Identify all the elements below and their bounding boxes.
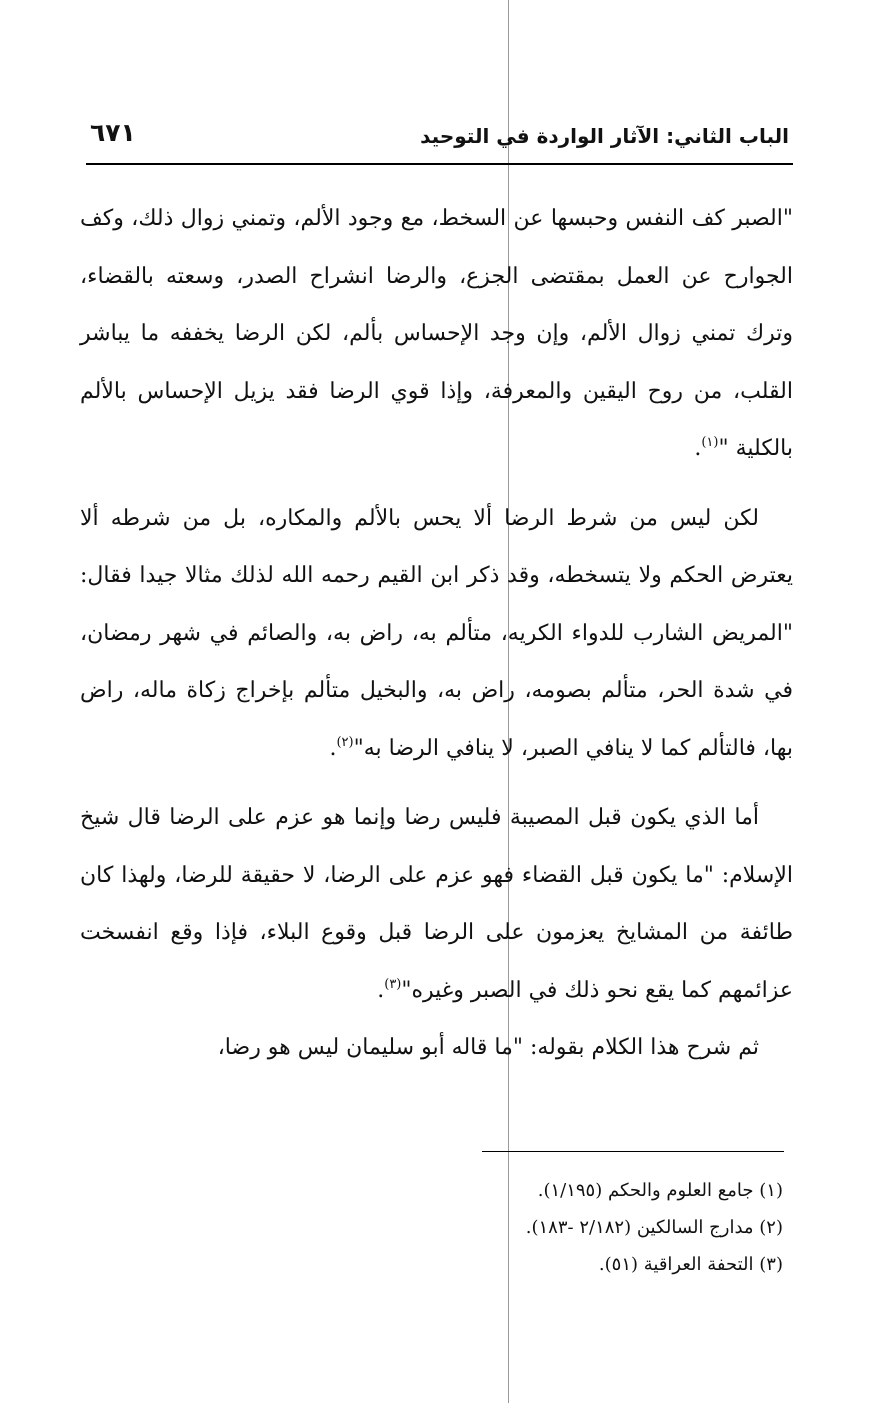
paragraph-3-text: أما الذي يكون قبل المصيبة فليس رضا وإنما هو عزم على الرضا قال شيخ الإسلام: "ما يكون قبل القضاء فهو عزم على الرضا، لا حقيقة للرضا، ولهذا كان طائفة من المشايخ يعزمون على الرضا قبل وقوع البلاء، فإذا وقع انفسخت عزائمهم كما يقع نحو ذلك في الصبر وغيره" — [80, 805, 793, 1003]
paragraph-1-text: "الصبر كف النفس وحبسها عن السخط، مع وجود الألم، وتمني زوال ذلك، وكف الجوارح عن العمل بمقتضى الجزع، والرضا انشراح الصدر، وسعته بالقضاء، وترك تمني زوال الألم، وإن وجد الإحساس بألم، لكن الرضا يخففه ما يباشر القلب، من روح اليقين والمعرفة، وإذا قوي الرضا فقد يزيل الإحساس بالألم بالكلية " — [80, 206, 793, 461]
footnote-ref-3: (٣) — [384, 976, 402, 992]
footnote-rule — [482, 1151, 784, 1152]
page-number: ٦٧١ — [90, 118, 136, 147]
header-rule — [86, 163, 793, 165]
paragraph-1-end: . — [694, 436, 702, 461]
paragraph-3 — [80, 789, 793, 1019]
paragraph-1 — [80, 190, 793, 478]
footnote-3: (٣) التحفة العراقية (٥١). — [598, 1254, 783, 1275]
footnote-1: (١) جامع العلوم والحكم (١/١٩٥). — [537, 1180, 783, 1201]
paragraph-3-end: . — [377, 977, 385, 1003]
main-text — [80, 190, 793, 1077]
paragraph-2-text: لكن ليس من شرط الرضا ألا يحس بالألم والمكاره، بل من شرطه ألا يعترض الحكم ولا يتسخطه، وقد ذكر ابن القيم رحمه الله لذلك مثالا جيدا فقال: "المريض الشارب للدواء الكريه، متألم به، راض به، والصائم في شهر رمضان، في شدة الحر، متألم بصومه، راض به، والبخيل متألم بإخراج زكاة ماله، راض بها، فالتألم كما لا ينافي الصبر، لا ينافي الرضا به" — [80, 505, 793, 761]
page-header — [90, 118, 789, 158]
paragraph-4 — [80, 1019, 793, 1077]
paragraph-2-end: . — [329, 735, 337, 761]
footnote-ref-2: (٢) — [336, 734, 354, 750]
paragraph-2 — [80, 490, 793, 778]
footnotes — [200, 1172, 783, 1283]
paragraph-4-text: ثم شرح هذا الكلام بقوله: "ما قاله أبو سليمان ليس هو رضا، — [217, 1035, 759, 1060]
footnote-ref-1: (١) — [701, 435, 719, 450]
chapter-title: الباب الثاني: الآثار الواردة في التوحيد — [420, 124, 789, 148]
footnote-2: (٢) مدارج السالكين (٢/١٨٢ -١٨٣). — [525, 1217, 783, 1238]
